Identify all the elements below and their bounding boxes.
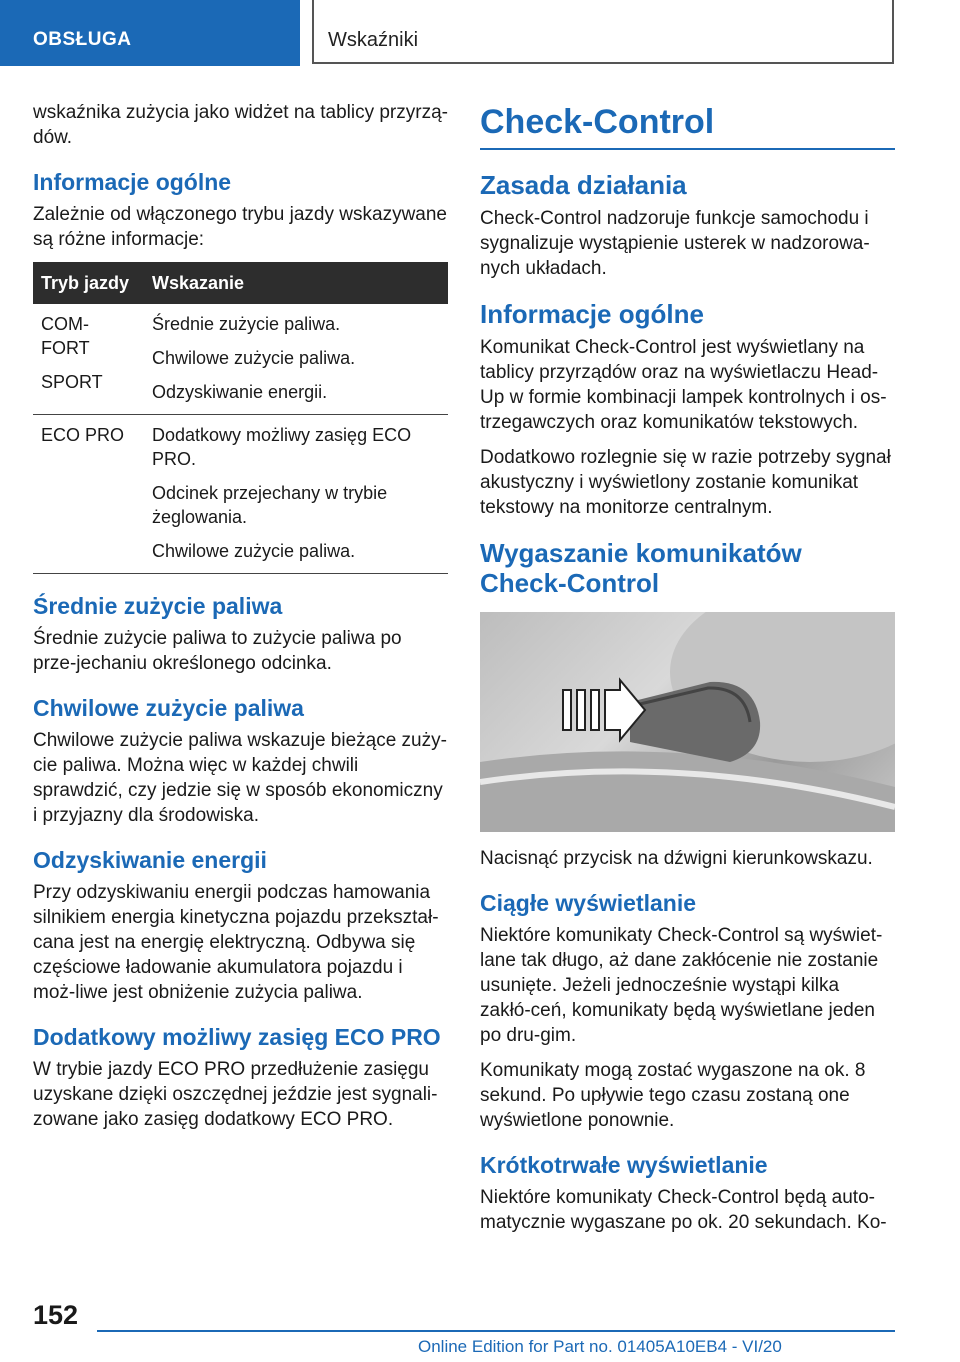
mode-cell (33, 415, 144, 574)
section-label: OBSŁUGA (33, 29, 132, 50)
general-text: Zależnie od włączonego trybu jazdy wskazywane są różne informacje: (33, 204, 447, 250)
section-tab (0, 0, 300, 66)
general-heading-right: Informacje ogólne (480, 299, 704, 329)
page-number: 152 (33, 1300, 79, 1330)
table-row (33, 304, 448, 415)
general-text-2: Dodatkowo rozlegnie się w razie potrzeby sygnał akustyczny i wyświetlony zostanie komunikat tekstowy na monitorze centralnym. (480, 447, 891, 518)
edition-note: Online Edition for Part no. 01405A10EB4 - VI/20 (418, 1337, 782, 1356)
display-cell (144, 304, 448, 415)
page-title: Check-Control (480, 100, 895, 150)
display-item: Odzyskiwanie energii. (152, 382, 328, 402)
table-header-row (33, 262, 448, 304)
right-column (480, 100, 895, 1245)
turn-signal-lever-image (480, 612, 895, 832)
eco-range-heading: Dodatkowy możliwy zasięg ECO PRO (33, 1024, 441, 1050)
mode-eco-pro: ECO PRO (41, 425, 125, 445)
eco-range-text: W trybie jazdy ECO PRO przedłużenie zasięgu uzyskane dzięki oszczędnej jeździe jest sygnali-zowane jako zasięg dodatkowy ECO PRO. (33, 1059, 438, 1130)
intro-text: wskaźnika zużycia jako widżet na tablicy przyrzą-dów. (33, 102, 448, 148)
mode-cell (33, 304, 144, 415)
display-item: Chwilowe zużycie paliwa. (152, 541, 356, 561)
general-heading: Informacje ogólne (33, 169, 232, 195)
display-item: Dodatkowy możliwy zasięg ECO PRO. (152, 425, 412, 469)
principle-heading: Zasada działania (480, 170, 687, 200)
display-item: Średnie zużycie paliwa. (152, 314, 341, 334)
dismiss-heading: Wygaszanie komunikatów Check-Control (480, 538, 802, 598)
display-item: Odcinek przejechany w trybie żeglowania. (152, 483, 388, 527)
figure-caption: Nacisnąć przycisk na dźwigni kierunkowskazu. (480, 848, 873, 869)
principle-text: Check-Control nadzoruje funkcje samochodu i sygnalizuje wystąpienie usterek w nadzorowa-nych układach. (480, 208, 870, 279)
column-header-mode: Tryb jazdy (33, 262, 144, 304)
chapter-tab (312, 0, 894, 64)
avg-consumption-heading: Średnie zużycie paliwa (33, 593, 283, 619)
drive-mode-table (33, 262, 448, 574)
mode-comfort: COM-FORT (41, 314, 90, 358)
mode-sport: SPORT (41, 372, 103, 392)
short-text: Niektóre komunikaty Check-Control będą auto-matycznie wygaszane po ok. 20 sekundach. Ko- (480, 1187, 887, 1233)
general-text-1: Komunikat Check-Control jest wyświetlany na tablicy przyrządów oraz na wyświetlaczu Head-Up w formie kombinacji lampek kontrolnych i os-trzegawczych oraz komunikatów tekstowych. (480, 337, 887, 433)
recuperation-heading: Odzyskiwanie energii (33, 847, 267, 873)
short-heading: Krótkotrwałe wyświetlanie (480, 1152, 768, 1178)
avg-consumption-text: Średnie zużycie paliwa to zużycie paliwa po prze-jechaniu określonego odcinka. (33, 628, 402, 674)
continuous-heading: Ciągłe wyświetlanie (480, 890, 697, 916)
recuperation-text: Przy odzyskiwaniu energii podczas hamowania silnikiem energia kinetyczna pojazdu przekształ-cana jest na energię elektryczną. Odbywa się częściowe ładowanie akumulatora pojazdu i moż-liwe jest obniżenie zużycia paliwa. (33, 882, 439, 1003)
column-header-display: Wskazanie (144, 262, 448, 304)
current-consumption-text: Chwilowe zużycie paliwa wskazuje bieżące zuży-cie paliwa. Można więc w każdej chwili sprawdzić, czy jedzie się w sposób ekonomiczny i przyjazny dla środowiska. (33, 730, 447, 826)
continuous-text-2: Komunikaty mogą zostać wygaszone na ok. 8 sekund. Po upływie tego czasu zostaną one wyświetlone ponownie. (480, 1060, 866, 1131)
chapter-label: Wskaźniki (328, 29, 419, 51)
continuous-text-1: Niektóre komunikaty Check-Control są wyświet-lane tak długo, aż dane zakłócenie nie zostanie usunięte. Jeżeli jednocześnie wystąpi kilka zakłó-ceń, komunikaty będą wyświetlane jeden po dru-gim. (480, 925, 883, 1046)
lever-illustration (480, 612, 895, 832)
display-item: Chwilowe zużycie paliwa. (152, 348, 356, 368)
display-cell (144, 415, 448, 574)
footer-divider (97, 1330, 895, 1332)
table-row (33, 415, 448, 574)
left-column (33, 100, 448, 1142)
current-consumption-heading: Chwilowe zużycie paliwa (33, 695, 304, 721)
